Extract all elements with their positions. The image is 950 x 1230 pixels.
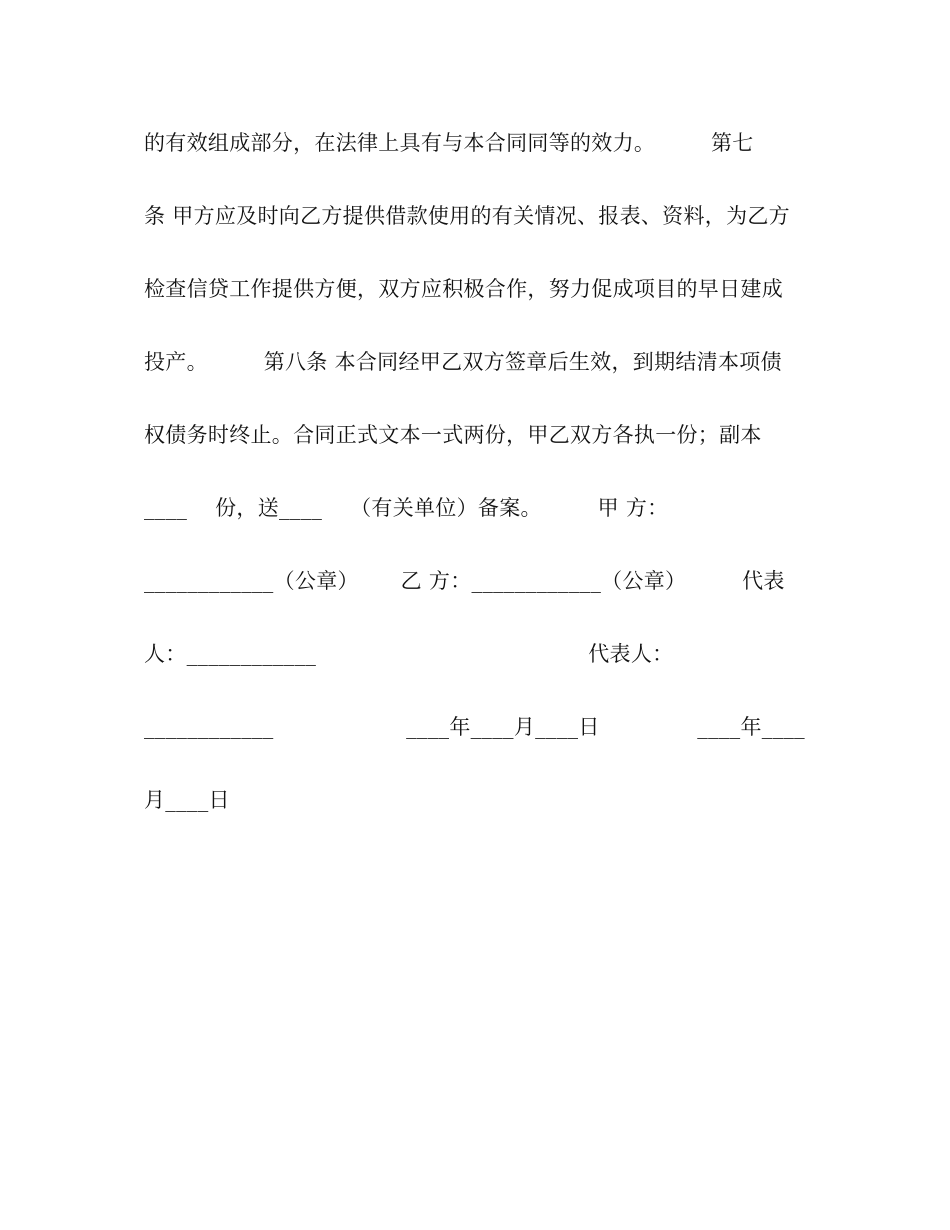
text-line: ____________ ____年____月____日 ____年____	[144, 715, 805, 739]
text-line: 检查信贷工作提供方便，双方应积极合作，努力促成项目的早日建成	[144, 277, 783, 301]
text-line: ____ 份，送____ （有关单位）备案。 甲 方：	[144, 496, 669, 520]
text-line: 投产。 第八条 本合同经甲乙双方签章后生效，到期结清本项债	[144, 350, 782, 374]
text-line: 月____日	[144, 788, 230, 812]
text-line: 人：____________ 代表人：	[144, 642, 674, 666]
text-line: ____________（公章） 乙 方：____________（公章） 代表	[144, 569, 785, 593]
text-line: 的有效组成部分，在法律上具有与本合同同等的效力。 第七	[144, 131, 754, 155]
text-line: 权债务时终止。合同正式文本一式两份，甲乙双方各执一份；副本	[144, 423, 762, 447]
text-line: 条 甲方应及时向乙方提供借款使用的有关情况、报表、资料，为乙方	[144, 204, 790, 228]
